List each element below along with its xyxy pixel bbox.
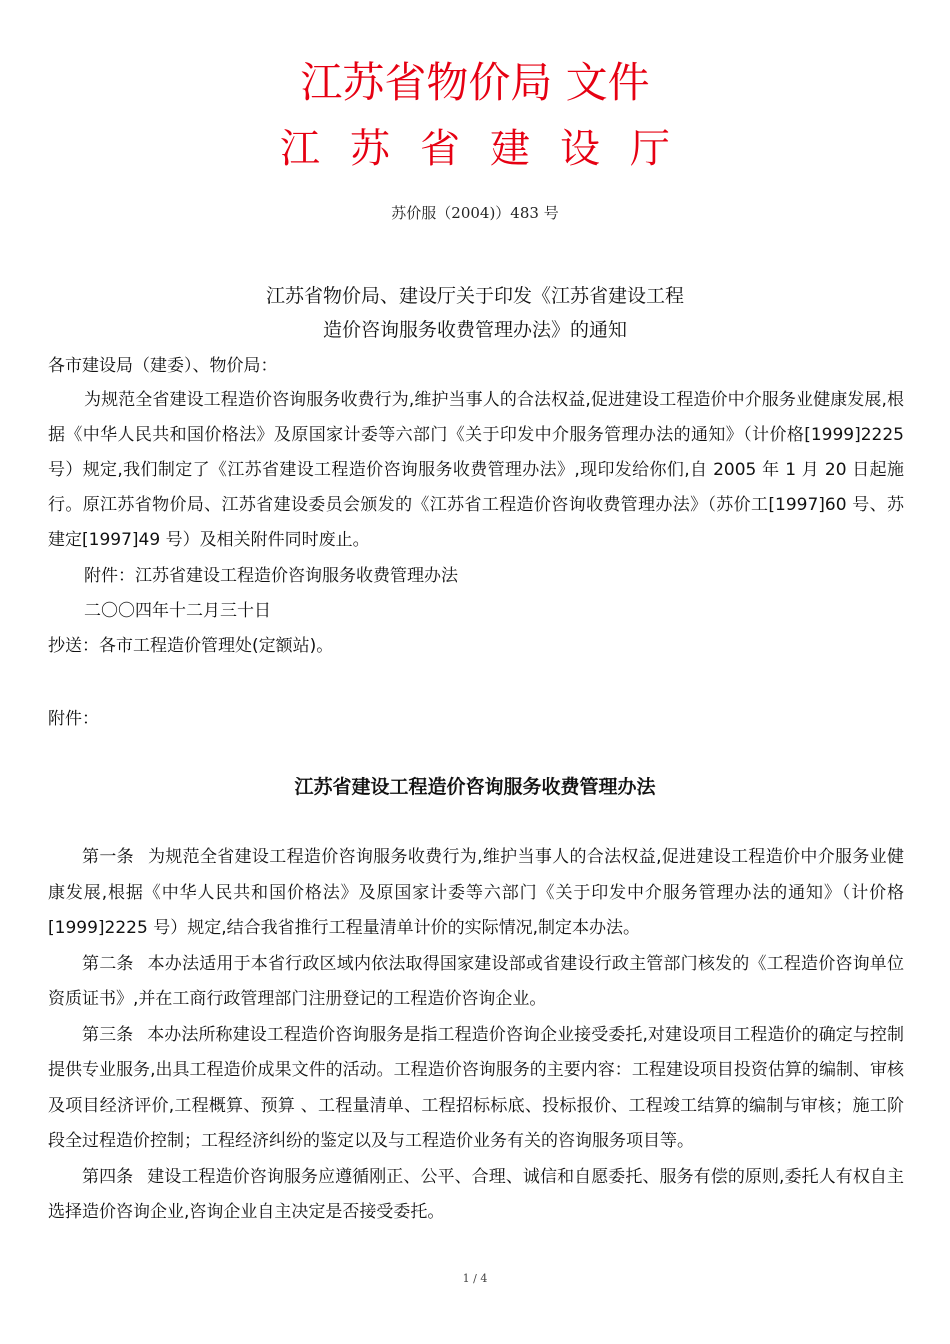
- cc-line: 抄送：各市工程造价管理处(定额站)。: [48, 636, 334, 656]
- article-label: 第四条: [82, 1166, 134, 1187]
- page-number: 1 / 4: [462, 1272, 488, 1285]
- article: [48, 947, 904, 1018]
- article-label: 第二条: [82, 953, 134, 974]
- article-text: 建设工程造价咨询服务应遵循刚正、公平、合理、诚信和自愿委托、服务有偿的原则,委托人有权自主选择造价咨询企业,咨询企业自主决定是否接受委托。: [48, 1166, 905, 1222]
- article-label: 第三条: [82, 1024, 134, 1045]
- addressee: 各市建设局（建委）、物价局：: [48, 356, 278, 376]
- article: [48, 1160, 904, 1231]
- article-text: 为规范全省建设工程造价咨询服务收费行为,维护当事人的合法权益,促进建设工程造价中介服务业健康发展,根据《中华人民共和国价格法》及原国家计委等六部门《关于印发中介服务管理办法的通知》（计价格[1999]2225 号）规定,结合我省推行工程量清单计价的实际情况,制定本办法。: [48, 847, 905, 938]
- article: [48, 840, 904, 947]
- article: [48, 1018, 904, 1160]
- notice-paragraph: 为规范全省建设工程造价咨询服务收费行为,维护当事人的合法权益,促进建设工程造价中介服务业健康发展,根据《中华人民共和国价格法》及原国家计委等六部门《关于印发中介服务管理办法的通知》（计价格[1999]2225 号）规定,我们制定了《江苏省建设工程造价咨询服务收费管理办法》,现印发给你们,自 2005 年 1 月 20 日起施行。原江苏省物价局、江苏省建设委员会颁发的《江苏省工程造价咨询收费管理办法》（苏价工[1997]60 号、苏建定[1997]49 号）及相关附件同时废止。: [48, 390, 904, 550]
- notice-title-line1: 江苏省物价局、建设厅关于印发《江苏省建设工程: [265, 285, 684, 307]
- header-title-line1: 江苏省物价局 文件: [300, 58, 650, 107]
- articles-list: [48, 840, 904, 1231]
- notice-title-line2: 造价咨询服务收费管理办法》的通知: [322, 319, 627, 341]
- appendix-label: 附件：: [48, 709, 99, 729]
- article-text: 本办法所称建设工程造价咨询服务是指工程造价咨询企业接受委托,对建设项目工程造价的确定与控制提供专业服务,出具工程造价成果文件的活动。工程造价咨询服务的主要内容：工程建设项目投资估算的编制、审核及项目经济评价,工程概算、预算 、工程量清单、工程招标标底、投标报价、工程竣工结算的编制与审核；施工阶段全过程造价控制；工程经济纠纷的鉴定以及与工程造价业务有关的咨询服务项目等。: [48, 1024, 905, 1151]
- issue-date: 二〇〇四年十二月三十日: [84, 601, 271, 621]
- article-text: 本办法适用于本省行政区域内依法取得国家建设部或省建设行政主管部门核发的《工程造价咨询单位资质证书》,并在工商行政管理部门注册登记的工程造价咨询企业。: [48, 953, 905, 1009]
- measures-title: 江苏省建设工程造价咨询服务收费管理办法: [294, 776, 656, 798]
- article-label: 第一条: [82, 847, 134, 867]
- document-number: 苏价服（2004)）483 号: [391, 204, 559, 222]
- header-title-line2: 江苏省建设厅: [280, 126, 700, 172]
- attachment-line: 附件：江苏省建设工程造价咨询服务收费管理办法: [84, 566, 458, 586]
